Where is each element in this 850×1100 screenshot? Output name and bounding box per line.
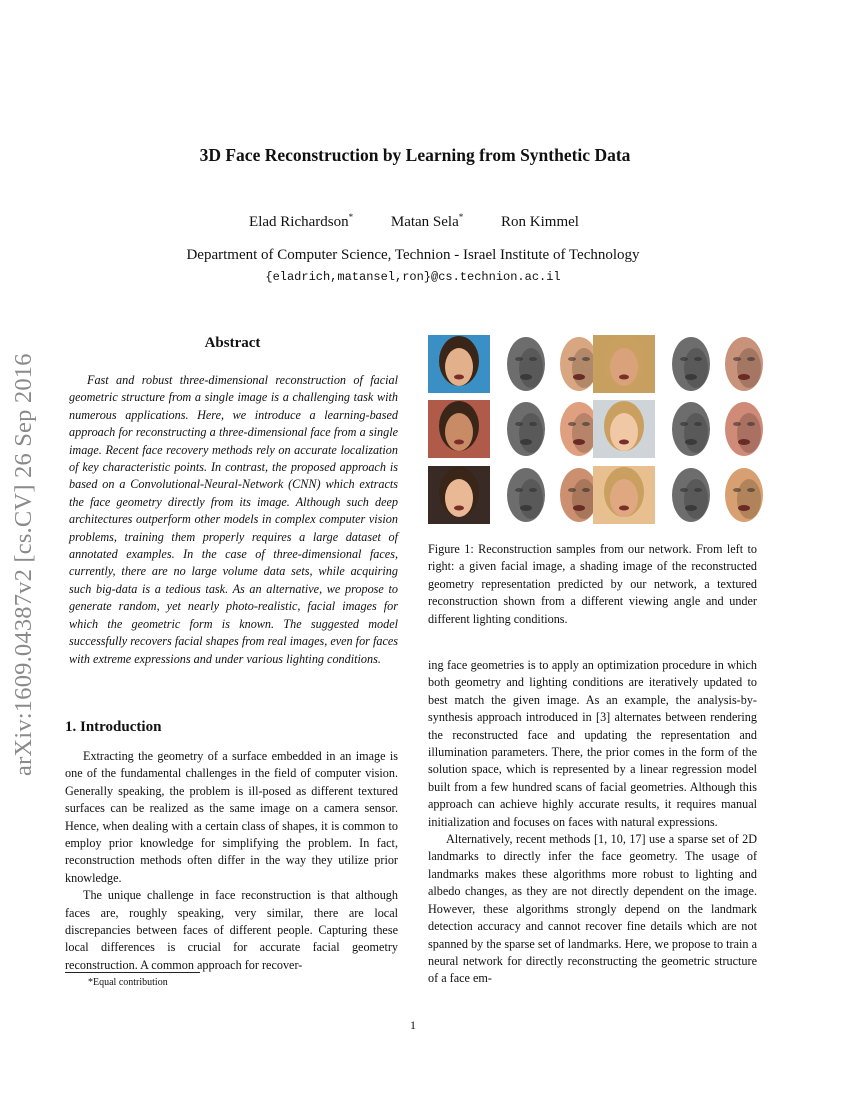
intro-heading: 1. Introduction [65,719,162,735]
paragraph: ing face geometries is to apply an optimization procedure in which both geometry and lighting conditions are iteratively updated to best match the given image. As an example, the analysis-by-synthesis approach introduced in [3] alternates between rendering the reconstructed face and updating the representation and illumination parameters. There, the prior comes in the form of the solution space, which is represented by a linear regression model built from a few hundred scans of facial geometries. Although this approach can achieve highly accurate results, it requires manual initialization and focuses on faces with natural expressions. [428,658,757,829]
arxiv-stamp: arXiv:1609.04387v2 [cs.CV] 26 Sep 2016 [10,353,37,776]
paragraph: The unique challenge in face reconstruction is that although faces are, roughly speaking, very similar, there are local discrepancies between faces of different people. Capturing these local differences is crucial for accurate facial geometry reconstruction. A common approach for recover- [65,888,398,972]
paragraph: Extracting the geometry of a surface embedded in an image is one of the fundamental challenges in the field of computer vision. Generally speaking, the problem is ill-posed as different textured surfaces can be realized as the same image on a camera sensor. Hence, when dealing with a certain class of shapes, it is common to employ prior knowledge for simplifying the problem. In fact, reconstruction methods often differ in the way they utilize prior knowledge. [65,749,398,885]
textured-reconstruction [713,400,775,458]
author: Elad Richardson* [249,212,354,230]
abstract-text: Fast and robust three-dimensional reconstruction of facial geometric structure from a single image is a challenging task with numerous applications. Here, we introduce a learning-based approach for reconstructing a three-dimensional face from a single image. Recent face recovery methods rely on accurate localization of key characteristic points. In contrast, the proposed approach is based on a Convolutional-Neural-Network (CNN) which extracts the face geometry directly from its image. Although such deep architectures outperform other models in complex computer vision problems, training them properly requires a large dataset of annotated examples. In the case of three-dimensional faces, currently, there are no large volume data sets, while acquiring such big-data is a tedious task. As an alternative, we propose to generate random, yet nearly photo-realistic, facial images for which the geometric form is known. The suggested model successfully recovers facial shapes from real images, even for faces with extreme expressions and under various lighting conditions. [69,373,398,666]
right-column-body [428,657,757,988]
figure-1-grid [428,335,756,527]
page-number: 1 [410,1018,416,1032]
abstract-heading: Abstract [204,335,261,351]
intro-body [65,748,398,974]
author: Ron Kimmel [501,214,579,230]
input-face-photo [593,400,655,458]
figure-caption: Figure 1: Reconstruction samples from our network. From left to right: a given facial image, a shading image of the reconstructed geometry representation predicted by our network, a textured reconstruction shown from a different viewing angle and under different lighting conditions. [428,542,757,626]
input-face-photo [593,335,655,393]
textured-reconstruction [713,466,775,524]
footnote: *Equal contribution [88,977,168,988]
input-face-photo [428,400,490,458]
textured-reconstruction [713,335,775,393]
affiliation: Department of Computer Science, Technion - Israel Institute of Technology [186,247,640,263]
author-emails: {eladrich,matansel,ron}@cs.technion.ac.il [265,270,561,284]
author-list [0,212,828,231]
input-face-photo [593,466,655,524]
input-face-photo [428,466,490,524]
paper-title: 3D Face Reconstruction by Learning from Synthetic Data [199,145,631,165]
author: Matan Sela* [390,212,464,230]
input-face-photo [428,335,490,393]
footnote-rule [65,972,200,973]
paragraph: Alternatively, recent methods [1, 10, 17] use a sparse set of 2D landmarks to directly infer the face geometry. The usage of landmarks makes these algorithms more robust to lighting and albedo changes, as they are not directly dependent on the image. However, these algorithms strongly depend on the landmark detection accuracy and cannot recover fine details which are not spanned by the sparse set of landmarks. Here, we propose to train a neural network for directly reconstructing the geometric structure of a face em- [428,832,757,986]
